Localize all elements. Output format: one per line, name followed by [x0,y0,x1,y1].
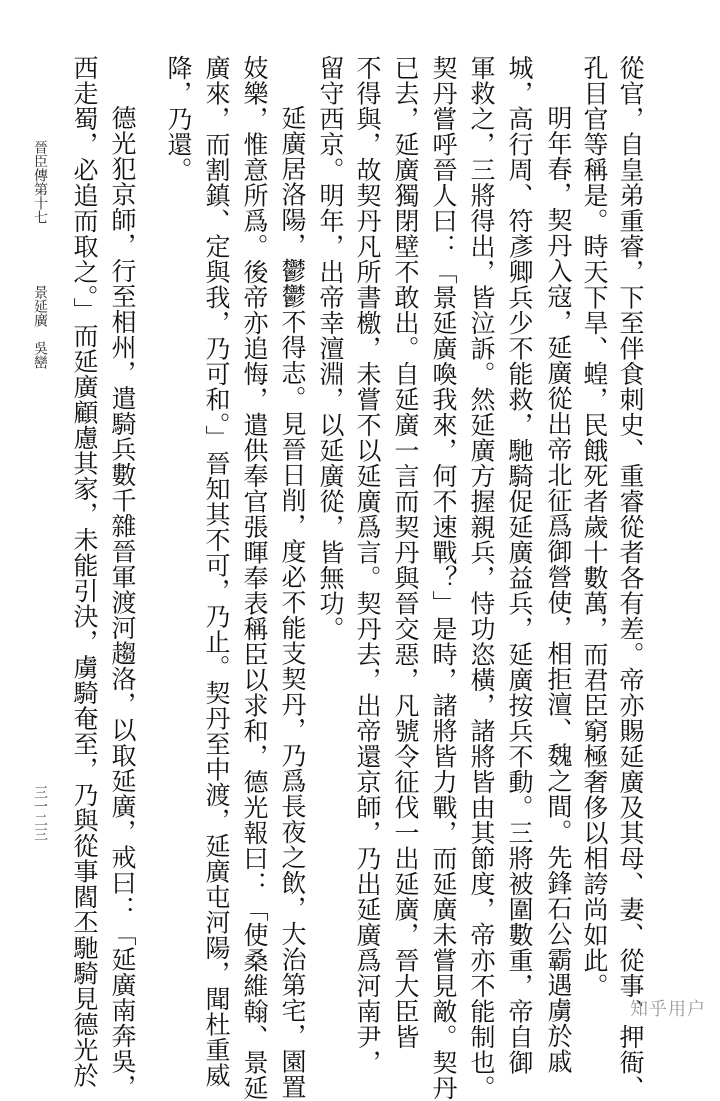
text-column: 留守西京。明年，出帝幸澶淵，以延廣從，皆無功。 [316,55,345,642]
watermark: 知乎用户 [630,999,706,1020]
text-column: 明年春，契丹入寇，延廣從出帝北征爲御營使，相拒澶、魏之間。先鋒石公霸遇虜於戚 [544,105,573,1074]
book-title-margin: 晉臣傳第十七 [32,140,48,224]
text-column: 從官，自皇弟重睿，下至伴食刺史、重睿從者各有差。帝亦賜延廣及其母、妻、從事、押衙、 [616,55,645,1101]
text-column: 已去，延廣獨閉壁不敢出。自延廣一言而契丹與晉交惡，凡號令征伐一出延廣，晉大臣皆 [391,55,420,1050]
text-column: 契丹嘗呼晉人曰：「景延廣喚我來，何不速戰？」是時，諸將皆力戰，而延廣未嘗見敵。契丹 [429,55,458,1101]
text-column: 廣來，而割鎮、定與我，乃可和。」晉知其不可，乃止。契丹至中渡，延廣屯河陽，聞杜重威 [202,55,231,1088]
text-column: 延廣居洛陽，鬱鬱不得志。見晉日削，度必不能支契丹，乃爲長夜之飲，大治第宅，園置 [278,105,307,1100]
text-column: 降，乃還。 [164,55,193,183]
chapter-names-margin: 景延廣 吳巒 [32,285,48,369]
text-column: 不得與，故契丹凡所書檄，未嘗不以延廣爲言。契丹去，出帝還京師，乃出延廣爲河南尹， [353,55,382,1075]
text-column: 城，高行周、符彥卿兵少不能救，馳騎促延廣益兵，延廣按兵不動。三將被圍數重，帝自御 [505,55,534,1075]
text-column: 孔目官等稱是。時天下旱、蝗，民餓死者歲十數萬，而君臣窮極奢侈以相誇尚如此。 [580,55,609,999]
text-column: 德光犯京師，行至相州，遣騎兵數千雜晉軍渡河趨洛，以取延廣，戒曰：「延廣南奔吳， [108,105,137,1100]
text-column: 西走蜀，必追而取之。」而延廣顧慮其家，未能引決，虜騎奄至，乃與從事閻丕馳騎見德光於 [70,55,99,1088]
text-column: 軍救之，三將得出，皆泣訴。然延廣方握親兵，恃功恣橫，諸將皆由其節度，帝亦不能制也。 [467,55,496,1101]
text-column: 妓樂，惟意所爲。後帝亦追悔，遣供奉官張暉奉表稱臣以求和，德光報曰：「使桑維翰、景延 [240,55,269,1101]
page-number: 三一二三 [32,785,48,841]
